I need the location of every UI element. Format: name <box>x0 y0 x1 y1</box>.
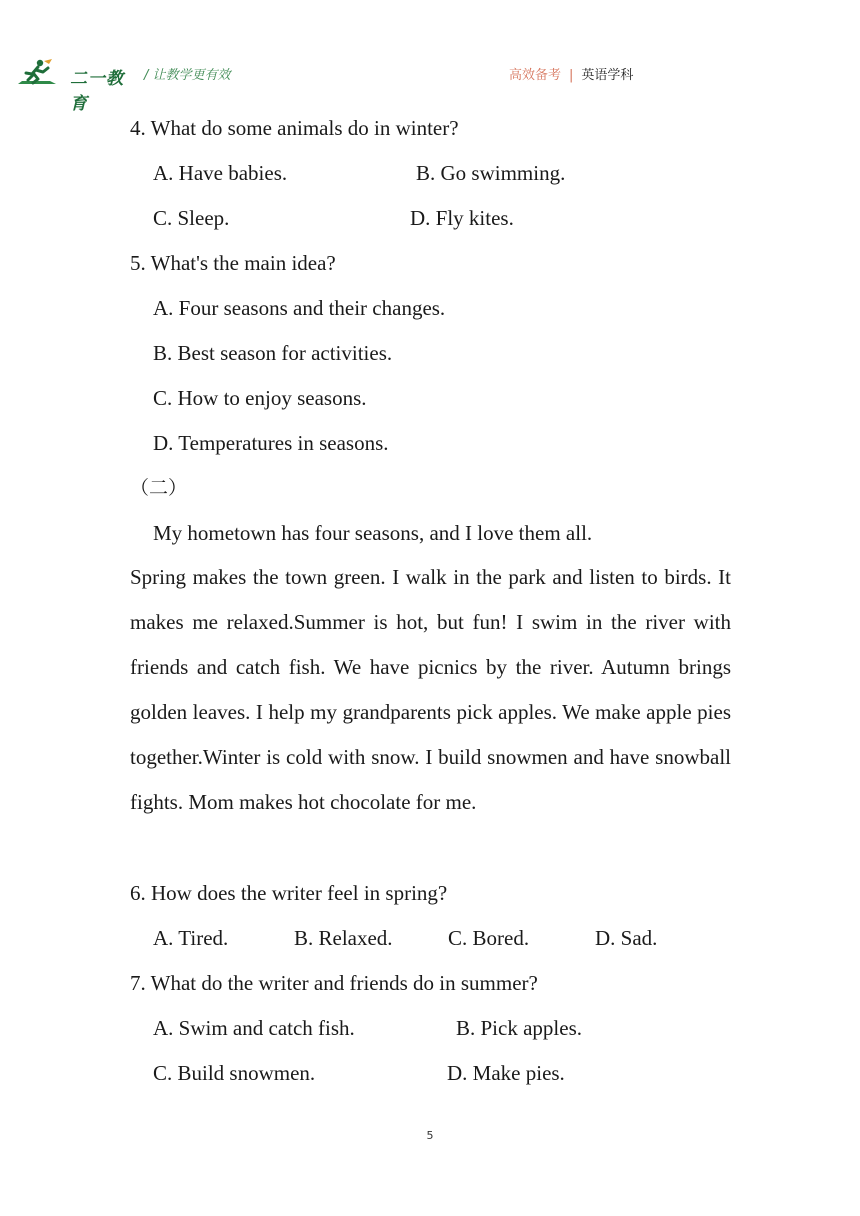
q4-option-a: A. Have babies. <box>153 161 288 185</box>
q5-option-d: D. Temperatures in seasons. <box>153 431 389 455</box>
q6-option-a: A. Tired. <box>153 926 229 950</box>
q6-option-d: D. Sad. <box>595 926 658 950</box>
passage-first-line: My hometown has four seasons, and I love them all. <box>153 521 593 545</box>
passage-body: Spring makes the town green. I walk in the park and listen to birds. It makes me relaxed.Summer is hot, but fun! I swim in the river with friends and catch fish. We have picnics by the river. Autumn brings golden leaves. I help my grandparents pick apples. We make apple pies together.Winter is cold with snow. I build snowmen and have snowball fights. Mom makes hot chocolate for me. <box>130 565 731 814</box>
slogan: / 让教学更有效 <box>144 68 231 83</box>
q7-option-b: B. Pick apples. <box>456 1016 582 1040</box>
q5-option-a: A. Four seasons and their changes. <box>153 296 446 320</box>
runner-logo-icon <box>16 58 66 88</box>
q4-option-d: D. Fly kites. <box>410 206 514 230</box>
q6-option-b: B. Relaxed. <box>294 926 393 950</box>
q7-option-c: C. Build snowmen. <box>153 1061 316 1085</box>
subject-label: 英语学科 <box>581 68 634 83</box>
q7-option-a: A. Swim and catch fish. <box>153 1016 355 1040</box>
question-7: 7. What do the writer and friends do in summer? <box>130 971 538 995</box>
logo <box>16 58 126 114</box>
q4-option-c: C. Sleep. <box>153 206 230 230</box>
header-subject-info <box>509 64 633 83</box>
q5-option-b: B. Best season for activities. <box>153 341 393 365</box>
q7-option-d: D. Make pies. <box>447 1061 565 1085</box>
section-label: （二） <box>130 477 188 499</box>
exam-label: 高效备考 <box>509 68 562 83</box>
question-5: 5. What's the main idea? <box>130 251 336 275</box>
header-separator: | <box>569 68 574 83</box>
q6-option-c: C. Bored. <box>448 926 530 950</box>
question-6: 6. How does the writer feel in spring? <box>130 881 448 905</box>
q4-option-b: B. Go swimming. <box>416 161 566 185</box>
q5-option-c: C. How to enjoy seasons. <box>153 386 367 410</box>
question-4: 4. What do some animals do in winter? <box>130 116 459 140</box>
page-number: 5 <box>426 1129 434 1142</box>
page-header <box>0 56 860 114</box>
logo-text: 二一教育 <box>70 69 124 114</box>
